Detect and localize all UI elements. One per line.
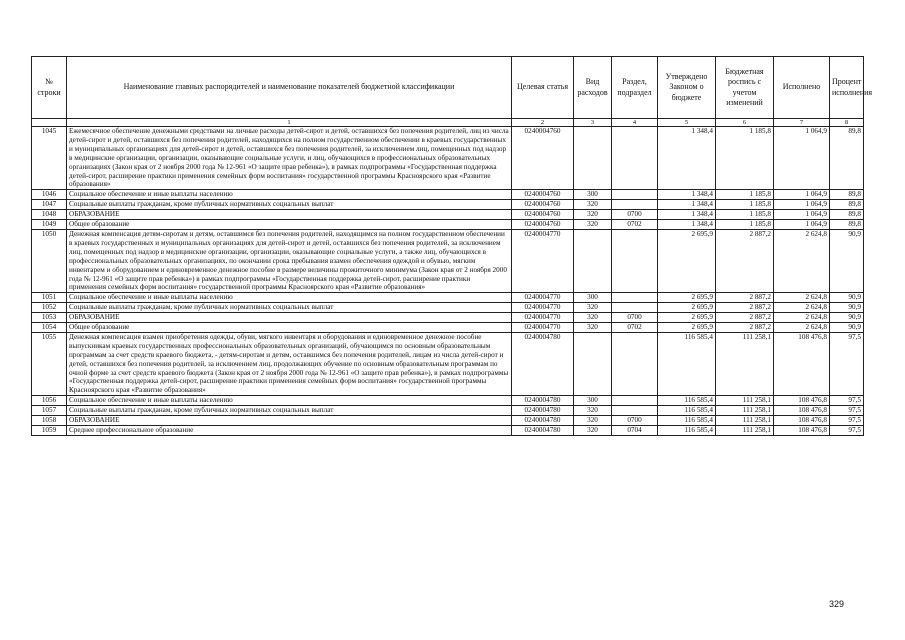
target-article-cell: 0240004760 bbox=[512, 200, 574, 210]
executed-cell: 1 064,9 bbox=[774, 210, 830, 220]
executed-cell: 108 476,8 bbox=[774, 426, 830, 436]
column-number: 1 bbox=[67, 119, 512, 127]
budget-list-cell: 1 185,8 bbox=[716, 127, 774, 190]
percent-cell: 97,5 bbox=[830, 426, 864, 436]
row-number-cell: 1055 bbox=[32, 332, 67, 395]
percent-cell: 90,9 bbox=[830, 303, 864, 313]
approved-cell: 1 348,4 bbox=[658, 127, 716, 190]
table-row bbox=[32, 303, 864, 313]
executed-cell: 2 624,8 bbox=[774, 293, 830, 303]
budget-list-cell: 111 258,1 bbox=[716, 426, 774, 436]
executed-cell: 1 064,9 bbox=[774, 220, 830, 230]
header-percent: Процент исполнения bbox=[830, 57, 864, 119]
name-cell: Социальное обеспечение и иные выплаты населению bbox=[67, 293, 512, 303]
target-article-cell: 0240004760 bbox=[512, 190, 574, 200]
table-row bbox=[32, 220, 864, 230]
budget-execution-table bbox=[31, 56, 873, 436]
table-row bbox=[32, 210, 864, 220]
table-row bbox=[32, 396, 864, 406]
header-section: Раздел, подраздел bbox=[612, 57, 658, 119]
target-article-cell: 0240004780 bbox=[512, 416, 574, 426]
approved-cell: 1 348,4 bbox=[658, 200, 716, 210]
approved-cell: 116 585,4 bbox=[658, 396, 716, 406]
row-number-cell: 1050 bbox=[32, 229, 67, 292]
expense-kind-cell: 320 bbox=[574, 406, 612, 416]
target-article-cell: 0240004780 bbox=[512, 396, 574, 406]
column-number: 8 bbox=[830, 119, 864, 127]
section-cell: 0702 bbox=[612, 220, 658, 230]
name-cell: Денежная компенсация детям-сиротам и детям, оставшимся без попечения родителей, находящимся на полном государственном обеспечении в краевых государственных и муниципальных организациях для детей-сирот и детей, оставшихся без попечения родителей, за исключением лиц, помещенных под надзор в медицинские организации, организации, оказывающие социальные услуги, а также лиц, обучающихся в профессиональных образовательных организациях, по окончании срока пребывания взамен обеспечения одеждой и обувью, мягким инвентарем и оборудованием и единовременное денежное пособие в размере величины прожиточного минимума (Закон края от 2 ноября 2000 года № 12-961 «О защите прав ребенка») в рамках подпрограммы «Государственная поддержка детей-сирот, расширение практики применения семейных форм воспитания» государственной программы Красноярского края «Развитие образования» bbox=[67, 229, 512, 292]
row-number-cell: 1056 bbox=[32, 396, 67, 406]
table-row bbox=[32, 426, 864, 436]
approved-cell: 2 695,9 bbox=[658, 313, 716, 323]
percent-cell: 97,5 bbox=[830, 332, 864, 395]
section-cell: 0704 bbox=[612, 426, 658, 436]
name-cell: ОБРАЗОВАНИЕ bbox=[67, 416, 512, 426]
header-approved: Утверждено Законом о бюджете bbox=[658, 57, 716, 119]
percent-cell: 89,8 bbox=[830, 200, 864, 210]
percent-cell: 90,9 bbox=[830, 323, 864, 333]
executed-cell: 108 476,8 bbox=[774, 332, 830, 395]
approved-cell: 2 695,9 bbox=[658, 293, 716, 303]
section-cell: 0700 bbox=[612, 313, 658, 323]
approved-cell: 1 348,4 bbox=[658, 210, 716, 220]
name-cell: Общее образование bbox=[67, 323, 512, 333]
target-article-cell: 0240004780 bbox=[512, 332, 574, 395]
percent-cell: 90,9 bbox=[830, 313, 864, 323]
approved-cell: 116 585,4 bbox=[658, 426, 716, 436]
section-cell bbox=[612, 303, 658, 313]
target-article-cell: 0240004760 bbox=[512, 220, 574, 230]
percent-cell: 89,8 bbox=[830, 127, 864, 190]
row-number-cell: 1054 bbox=[32, 323, 67, 333]
target-article-cell: 0240004770 bbox=[512, 229, 574, 292]
name-cell: Ежемесячное обеспечение денежными средствами на личные расходы детей-сирот и детей, оставшихся без попечения родителей, лиц из числа детей-сирот и детей, оставшихся без попечения родителей, находящихся на полном государственном обеспечении в краевых государственных и муниципальных организациях для детей-сирот и детей, оставшихся без попечения родителей, за исключением лиц, помещенных под надзор в медицинские организации, организации, оказывающие социальные услуги, и лиц, обучающихся в профессиональных образовательных организациях (Закон края от 2 ноября 2000 года № 12-961 «О защите прав ребенка»), в рамках подпрограммы «Государственная поддержка детей-сирот, расширение практики применения семейных форм воспитания» государственной программы Красноярского края «Развитие образования» bbox=[67, 127, 512, 190]
table-row bbox=[32, 127, 864, 190]
row-number-cell: 1058 bbox=[32, 416, 67, 426]
budget-list-cell: 2 887,2 bbox=[716, 229, 774, 292]
column-number: 3 bbox=[574, 119, 612, 127]
row-number-cell: 1057 bbox=[32, 406, 67, 416]
budget-list-cell: 2 887,2 bbox=[716, 293, 774, 303]
percent-cell: 89,8 bbox=[830, 190, 864, 200]
header-row-number: № строки bbox=[32, 57, 67, 119]
header-budget-list: Бюджетная роспись с учетом изменений bbox=[716, 57, 774, 119]
target-article-cell: 0240004770 bbox=[512, 323, 574, 333]
column-number bbox=[32, 119, 67, 127]
expense-kind-cell: 320 bbox=[574, 210, 612, 220]
approved-cell: 1 348,4 bbox=[658, 220, 716, 230]
header-name: Наименование главных распорядителей и наименование показателей бюджетной классификации bbox=[67, 57, 512, 119]
column-number: 6 bbox=[716, 119, 774, 127]
executed-cell: 2 624,8 bbox=[774, 313, 830, 323]
header-target-article: Целевая статья bbox=[512, 57, 574, 119]
column-number: 4 bbox=[612, 119, 658, 127]
expense-kind-cell bbox=[574, 229, 612, 292]
table-row bbox=[32, 332, 864, 395]
budget-list-cell: 111 258,1 bbox=[716, 416, 774, 426]
budget-list-cell: 1 185,8 bbox=[716, 190, 774, 200]
executed-cell: 1 064,9 bbox=[774, 190, 830, 200]
name-cell: Денежная компенсация взамен приобретения одежды, обуви, мягкого инвентаря и оборудования и единовременное денежное пособие выпускникам краевых государственных профессиональных образовательных организаций, обучающимся по основным образовательным программам за счет средств краевого бюджета, - детям-сиротам и детям, оставшимся без попечения родителей, лицам из числа детей-сирот и детей, оставшихся без попечения родителей, за исключением лиц, продолжающих обучение по основным образовательным программам по очной форме за счет средств краевого бюджета (Закон края от 2 ноября 2000 года № 12-961 «О защите прав ребенка»), в рамках подпрограммы «Государственная поддержка детей-сирот, расширение практики применения семейных форм воспитания» государственной программы Красноярского края «Развитие образования» bbox=[67, 332, 512, 395]
approved-cell: 1 348,4 bbox=[658, 190, 716, 200]
page-number: 329 bbox=[829, 599, 845, 609]
percent-cell: 89,8 bbox=[830, 210, 864, 220]
row-number-cell: 1049 bbox=[32, 220, 67, 230]
expense-kind-cell: 320 bbox=[574, 323, 612, 333]
approved-cell: 2 695,9 bbox=[658, 229, 716, 292]
row-number-cell: 1047 bbox=[32, 200, 67, 210]
approved-cell: 116 585,4 bbox=[658, 332, 716, 395]
section-cell bbox=[612, 293, 658, 303]
row-number-cell: 1046 bbox=[32, 190, 67, 200]
expense-kind-cell: 320 bbox=[574, 200, 612, 210]
header-executed: Исполнено bbox=[774, 57, 830, 119]
name-cell: ОБРАЗОВАНИЕ bbox=[67, 313, 512, 323]
expense-kind-cell: 300 bbox=[574, 293, 612, 303]
budget-list-cell: 2 887,2 bbox=[716, 323, 774, 333]
executed-cell: 2 624,8 bbox=[774, 229, 830, 292]
executed-cell: 108 476,8 bbox=[774, 416, 830, 426]
approved-cell: 116 585,4 bbox=[658, 406, 716, 416]
row-number-cell: 1051 bbox=[32, 293, 67, 303]
percent-cell: 90,9 bbox=[830, 293, 864, 303]
expense-kind-cell: 320 bbox=[574, 303, 612, 313]
approved-cell: 2 695,9 bbox=[658, 303, 716, 313]
name-cell: Общее образование bbox=[67, 220, 512, 230]
section-cell bbox=[612, 229, 658, 292]
executed-cell: 108 476,8 bbox=[774, 406, 830, 416]
expense-kind-cell: 300 bbox=[574, 396, 612, 406]
section-cell bbox=[612, 396, 658, 406]
section-cell bbox=[612, 332, 658, 395]
executed-cell: 2 624,8 bbox=[774, 303, 830, 313]
column-number: 5 bbox=[658, 119, 716, 127]
percent-cell: 90,9 bbox=[830, 229, 864, 292]
column-number: 7 bbox=[774, 119, 830, 127]
budget-list-cell: 1 185,8 bbox=[716, 210, 774, 220]
table-row bbox=[32, 200, 864, 210]
percent-cell: 97,5 bbox=[830, 396, 864, 406]
row-number-cell: 1048 bbox=[32, 210, 67, 220]
budget-list-cell: 111 258,1 bbox=[716, 406, 774, 416]
table-body bbox=[32, 127, 864, 436]
expense-kind-cell: 300 bbox=[574, 190, 612, 200]
expense-kind-cell: 320 bbox=[574, 313, 612, 323]
table-row bbox=[32, 293, 864, 303]
header-row bbox=[32, 57, 864, 119]
section-cell bbox=[612, 127, 658, 190]
expense-kind-cell: 320 bbox=[574, 416, 612, 426]
target-article-cell: 0240004760 bbox=[512, 127, 574, 190]
percent-cell: 89,8 bbox=[830, 220, 864, 230]
row-number-cell: 1053 bbox=[32, 313, 67, 323]
executed-cell: 2 624,8 bbox=[774, 323, 830, 333]
name-cell: Социальные выплаты гражданам, кроме публичных нормативных социальных выплат bbox=[67, 200, 512, 210]
section-cell: 0700 bbox=[612, 416, 658, 426]
name-cell: Социальное обеспечение и иные выплаты населению bbox=[67, 396, 512, 406]
column-number-row bbox=[32, 119, 864, 127]
section-cell: 0700 bbox=[612, 210, 658, 220]
table-row bbox=[32, 323, 864, 333]
section-cell bbox=[612, 200, 658, 210]
target-article-cell: 0240004770 bbox=[512, 293, 574, 303]
target-article-cell: 0240004780 bbox=[512, 426, 574, 436]
section-cell bbox=[612, 190, 658, 200]
column-number: 2 bbox=[512, 119, 574, 127]
table-row bbox=[32, 190, 864, 200]
table-row bbox=[32, 406, 864, 416]
executed-cell: 1 064,9 bbox=[774, 200, 830, 210]
budget-list-cell: 2 887,2 bbox=[716, 313, 774, 323]
table-row bbox=[32, 229, 864, 292]
expense-kind-cell bbox=[574, 127, 612, 190]
target-article-cell: 0240004770 bbox=[512, 313, 574, 323]
name-cell: Социальное обеспечение и иные выплаты населению bbox=[67, 190, 512, 200]
percent-cell: 97,5 bbox=[830, 406, 864, 416]
name-cell: Социальные выплаты гражданам, кроме публичных нормативных социальных выплат bbox=[67, 406, 512, 416]
row-number-cell: 1059 bbox=[32, 426, 67, 436]
percent-cell: 97,5 bbox=[830, 416, 864, 426]
table-row bbox=[32, 313, 864, 323]
budget-list-cell: 2 887,2 bbox=[716, 303, 774, 313]
header-expense-kind: Вид расходов bbox=[574, 57, 612, 119]
budget-list-cell: 111 258,1 bbox=[716, 332, 774, 395]
table-row bbox=[32, 416, 864, 426]
expense-kind-cell: 320 bbox=[574, 426, 612, 436]
row-number-cell: 1045 bbox=[32, 127, 67, 190]
approved-cell: 116 585,4 bbox=[658, 416, 716, 426]
section-cell: 0702 bbox=[612, 323, 658, 333]
executed-cell: 108 476,8 bbox=[774, 396, 830, 406]
budget-list-cell: 111 258,1 bbox=[716, 396, 774, 406]
name-cell: ОБРАЗОВАНИЕ bbox=[67, 210, 512, 220]
section-cell bbox=[612, 406, 658, 416]
target-article-cell: 0240004760 bbox=[512, 210, 574, 220]
row-number-cell: 1052 bbox=[32, 303, 67, 313]
budget-list-cell: 1 185,8 bbox=[716, 220, 774, 230]
budget-list-cell: 1 185,8 bbox=[716, 200, 774, 210]
expense-kind-cell bbox=[574, 332, 612, 395]
approved-cell: 2 695,9 bbox=[658, 323, 716, 333]
executed-cell: 1 064,9 bbox=[774, 127, 830, 190]
name-cell: Социальные выплаты гражданам, кроме публичных нормативных социальных выплат bbox=[67, 303, 512, 313]
target-article-cell: 0240004770 bbox=[512, 303, 574, 313]
expense-kind-cell: 320 bbox=[574, 220, 612, 230]
name-cell: Среднее профессиональное образование bbox=[67, 426, 512, 436]
target-article-cell: 0240004780 bbox=[512, 406, 574, 416]
